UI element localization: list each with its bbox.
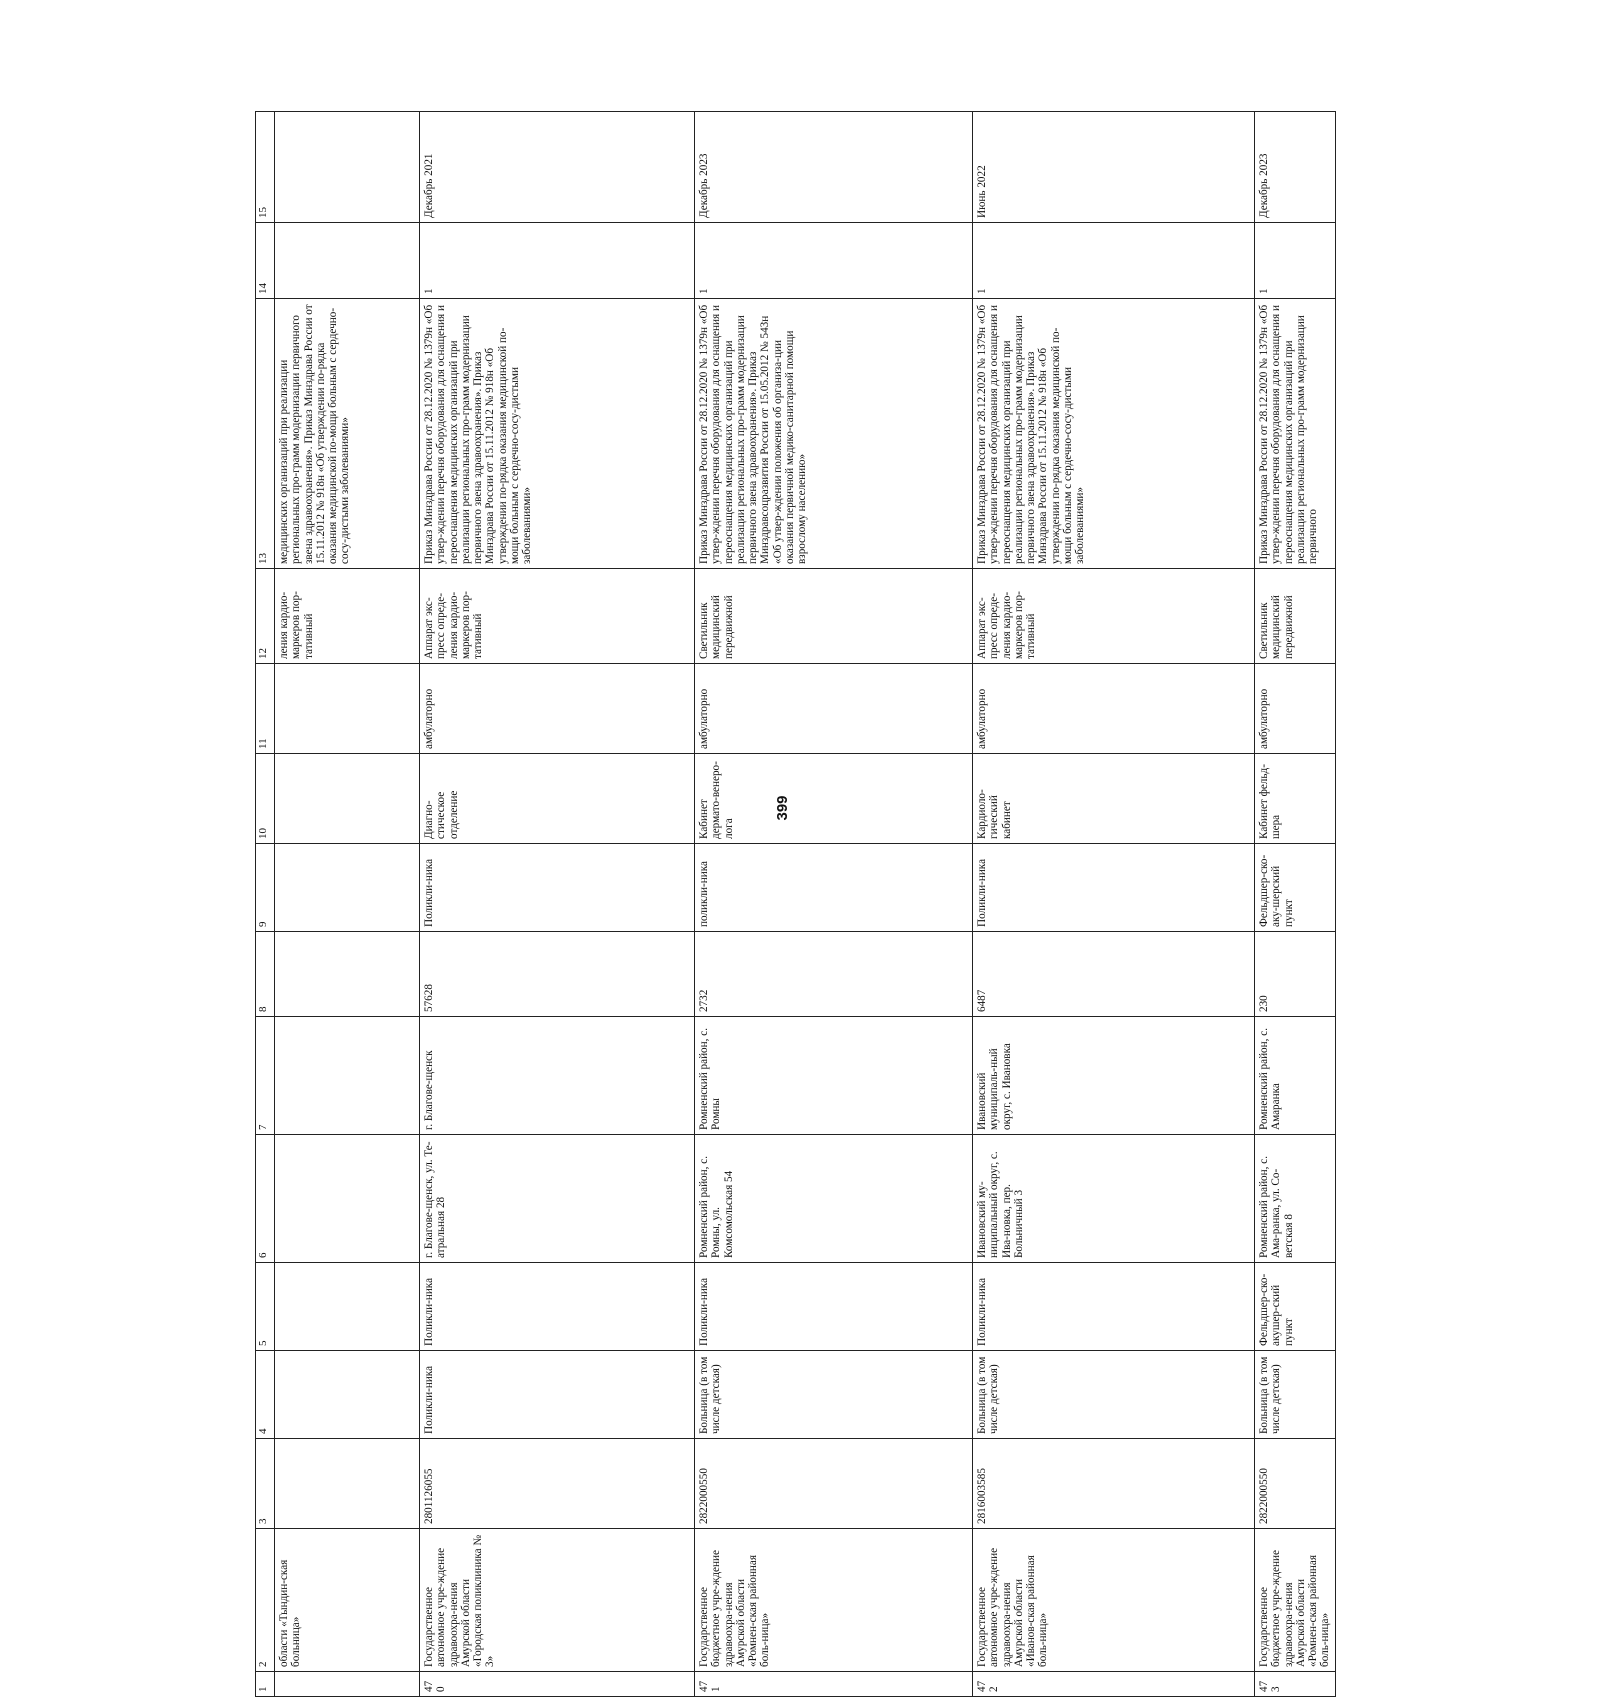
department: Кабинет дермато-венеро-лога <box>695 754 973 844</box>
equipment-name: Светильник медицинский передвижной <box>1255 569 1336 664</box>
organization-type: Больница (в том числе детская) <box>695 1351 973 1439</box>
equipment-name: Аппарат экс-пресс опреде-ления кардио-маркеров пор-тативный <box>420 569 695 664</box>
organization-type: Поликли-ника <box>420 1351 695 1439</box>
unit-type: Фельдшер-ско-акушер-ский пункт <box>1255 1263 1336 1351</box>
population: 57628 <box>420 932 695 1017</box>
population: 230 <box>1255 932 1336 1017</box>
department: Диагно-стическое отделение <box>420 754 695 844</box>
header-cell: 14 <box>256 223 275 299</box>
table-cell <box>275 1017 420 1135</box>
header-cell: 15 <box>256 112 275 223</box>
department: Кабинет фельд-шера <box>1255 754 1336 844</box>
rotated-table-wrapper <box>255 132 1332 1697</box>
legal-basis: Приказ Минздрава России от 28.12.2020 № 1379н «Об утвер-ждении перечня оборудования для оснащения и переоснащения медицинских организаций при реализации региональных про-грамм модернизации первичного <box>1255 299 1336 569</box>
care-condition: амбулаторно <box>1255 664 1336 754</box>
row-number: 470 <box>420 1672 695 1697</box>
page-number: 399 <box>774 795 791 821</box>
table-row <box>420 112 695 1697</box>
row-number: 472 <box>973 1672 1255 1697</box>
inn: 2822000550 <box>695 1439 973 1529</box>
header-cell: 1 <box>256 1672 275 1697</box>
care-condition: амбулаторно <box>973 664 1255 754</box>
quantity: 1 <box>420 223 695 299</box>
unit-type: Поликли-ника <box>420 1263 695 1351</box>
header-cell: 13 <box>256 299 275 569</box>
delivery-date: Декабрь 2023 <box>1255 112 1336 223</box>
delivery-date: Декабрь 2023 <box>695 112 973 223</box>
quantity: 1 <box>973 223 1255 299</box>
department: Кардиоло-гический кабинет <box>973 754 1255 844</box>
header-cell: 3 <box>256 1439 275 1529</box>
population: 6487 <box>973 932 1255 1017</box>
unit-name: Поликли-ника <box>420 844 695 932</box>
header-cell: 11 <box>256 664 275 754</box>
table-cell <box>275 1672 420 1697</box>
inn: 2822000550 <box>1255 1439 1336 1529</box>
locality: Ивановский муниципаль-ный округ, с. Ивановка <box>973 1017 1255 1135</box>
header-cell: 12 <box>256 569 275 664</box>
population: 2732 <box>695 932 973 1017</box>
unit-type: Поликли-ника <box>695 1263 973 1351</box>
header-cell: 10 <box>256 754 275 844</box>
inn: 2816003585 <box>973 1439 1255 1529</box>
legal-basis: Приказ Минздрава России от 28.12.2020 № 1379н «Об утвер-ждении перечня оборудования для оснащения и переоснащения медицинских организаций при реализации региональных про-грамм модернизации первичного звена здравоохранения». Приказ Минздрава России от 15.11.2012 № 918н «Об утверждении по-рядка оказания медицинской по-мощи больным с сердечно-сосу-дистыми заболеваниями» <box>973 299 1255 569</box>
unit-name: Фельдшер-ско-аку-шерский пункт <box>1255 844 1336 932</box>
table-cell <box>275 932 420 1017</box>
header-cell: 9 <box>256 844 275 932</box>
table-cell: медицинских организаций при реализации региональных про-грамм модернизации первичного звена здравоохранения». Приказ Минздрава России от 15.11.2012 № 918н «Об утверждении по-рядка оказания медицинской по-мощи больным с сердечно-сосу-дистыми заболеваниями» <box>275 299 420 569</box>
row-number: 473 <box>1255 1672 1336 1697</box>
row-number: 471 <box>695 1672 973 1697</box>
header-cell: 4 <box>256 1351 275 1439</box>
organization-type: Больница (в том числе детская) <box>973 1351 1255 1439</box>
header-cell: 5 <box>256 1263 275 1351</box>
quantity: 1 <box>1255 223 1336 299</box>
address: Ромненский район, с. Ама-ранка, ул. Со-ветская 8 <box>1255 1135 1336 1263</box>
equipment-name: Светильник медицинский передвижной <box>695 569 973 664</box>
locality: Ромненский район, с. Амаранка <box>1255 1017 1336 1135</box>
delivery-date: Июнь 2022 <box>973 112 1255 223</box>
table-cell <box>275 1263 420 1351</box>
address: Ивановский му-ниципальный округ, с. Ива-новка, пер. Больничный 3 <box>973 1135 1255 1263</box>
table-row-continuation <box>275 112 420 1697</box>
unit-name: Поликли-ника <box>973 844 1255 932</box>
organization-type: Больница (в том числе детская) <box>1255 1351 1336 1439</box>
table-cell <box>275 223 420 299</box>
delivery-date: Декабрь 2021 <box>420 112 695 223</box>
locality: г. Благове-щенск <box>420 1017 695 1135</box>
table-cell <box>275 754 420 844</box>
organization-name: Государственное автономное учре-ждение здравоохра-нения Амурской области «Иванов-ская районная боль-ница» <box>973 1529 1255 1672</box>
table-cell <box>275 1439 420 1529</box>
header-cell: 8 <box>256 932 275 1017</box>
table-row <box>1255 112 1336 1697</box>
header-row <box>256 112 275 1697</box>
table-cell <box>275 1135 420 1263</box>
table-cell <box>275 844 420 932</box>
table-cell: области «Тындин-ская больница» <box>275 1529 420 1672</box>
organization-name: Государственное автономное учре-ждение здравоохра-нения Амурской области «Городская поликлиника № 3» <box>420 1529 695 1672</box>
table-cell <box>275 664 420 754</box>
equipment-table <box>255 111 1336 1697</box>
table-row <box>973 112 1255 1697</box>
table-cell: ления кардио-маркеров пор-тативный <box>275 569 420 664</box>
organization-name: Государственное бюджетное учре-ждение здравоохра-нения Амурской области «Ромнен-ская районная боль-ница» <box>1255 1529 1336 1672</box>
organization-name: Государственное бюджетное учре-ждение здравоохра-нения Амурской области «Ромнен-ская районная боль-ница» <box>695 1529 973 1672</box>
inn: 2801126055 <box>420 1439 695 1529</box>
table-row <box>695 112 973 1697</box>
quantity: 1 <box>695 223 973 299</box>
header-cell: 2 <box>256 1529 275 1672</box>
unit-type: Поликли-ника <box>973 1263 1255 1351</box>
header-cell: 7 <box>256 1017 275 1135</box>
address: г. Благове-щенск, ул. Те-атральная 28 <box>420 1135 695 1263</box>
table-cell <box>275 1351 420 1439</box>
legal-basis: Приказ Минздрава России от 28.12.2020 № 1379н «Об утвер-ждении перечня оборудования для оснащения и переоснащения медицинских организаций при реализации региональных про-грамм модернизации первичного звена здравоохранения». Приказ Минздрава России от 15.11.2012 № 918н «Об утверждении по-рядка оказания медицинской по-мощи больным с сердечно-сосу-дистыми заболеваниями» <box>420 299 695 569</box>
locality: Ромненский район, с. Ромны <box>695 1017 973 1135</box>
table-cell <box>275 112 420 223</box>
address: Ромненский район, с. Ромны, ул. Комсомольская 54 <box>695 1135 973 1263</box>
header-cell: 6 <box>256 1135 275 1263</box>
unit-name: поликли-ника <box>695 844 973 932</box>
care-condition: амбулаторно <box>420 664 695 754</box>
equipment-name: Аппарат экс-пресс опреде-ления кардио-маркеров пор-тативный <box>973 569 1255 664</box>
care-condition: амбулаторно <box>695 664 973 754</box>
legal-basis: Приказ Минздрава России от 28.12.2020 № 1379н «Об утвер-ждении перечня оборудования для оснащения и переоснащения медицинских организаций при реализации региональных про-грамм модернизации первичного звена здравоохранения». Приказ Минздравсоцразвития России от 15.05.2012 № 543н «Об утвер-ждении положения об организа-ции оказания первичной медико-санитарной помощи взрослому населению» <box>695 299 973 569</box>
